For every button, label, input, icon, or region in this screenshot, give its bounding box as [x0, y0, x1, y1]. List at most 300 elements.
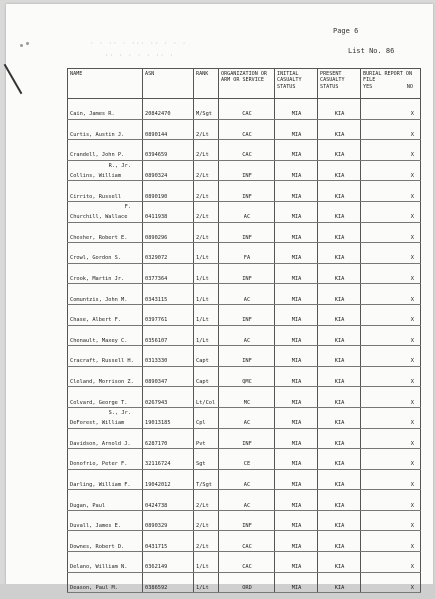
- asn-cell: [143, 181, 194, 202]
- person-name: [68, 284, 143, 305]
- present-text: KIA: [334, 358, 345, 365]
- present-status-cell: [318, 510, 361, 531]
- person-name: [68, 263, 143, 284]
- initial-text: MIA: [291, 173, 302, 180]
- initial-text: MIA: [291, 296, 302, 303]
- org-text: CAC: [242, 543, 252, 550]
- person-name: [68, 469, 143, 490]
- present-text: KIA: [334, 276, 345, 283]
- burial-no-mark: X: [410, 440, 414, 447]
- org-cell: [219, 222, 275, 243]
- asn-text: 0431715: [145, 543, 168, 550]
- person-name: [68, 428, 143, 449]
- initial-status-cell: [275, 490, 318, 511]
- person-name: [68, 140, 143, 161]
- person-name: [68, 510, 143, 531]
- initial-status-cell: [275, 449, 318, 470]
- org-text: MC: [243, 399, 251, 406]
- org-text: AC: [243, 502, 251, 509]
- org-cell: [219, 263, 275, 284]
- table-row: [68, 428, 421, 449]
- org-cell: [219, 490, 275, 511]
- rank-text: T/Sgt: [196, 481, 212, 488]
- org-text: QMC: [242, 379, 252, 386]
- burial-report-cell: [361, 552, 421, 573]
- person-name: [68, 222, 143, 243]
- initial-status-cell: [275, 428, 318, 449]
- org-text: CAC: [242, 111, 252, 118]
- initial-status-cell: [275, 366, 318, 387]
- asn-cell: [143, 222, 194, 243]
- present-status-cell: [318, 284, 361, 305]
- present-text: KIA: [334, 584, 345, 591]
- burial-report-cell: [361, 366, 421, 387]
- burial-report-cell: [361, 222, 421, 243]
- present-text: KIA: [334, 399, 345, 406]
- initial-text: MIA: [291, 523, 302, 530]
- asn-cell: [143, 428, 194, 449]
- table-row: [68, 263, 421, 284]
- rank-text: 1/Lt: [196, 584, 209, 591]
- initial-text: MIA: [291, 317, 302, 324]
- table-row: [68, 531, 421, 552]
- org-cell: [219, 181, 275, 202]
- asn-cell: [143, 263, 194, 284]
- table-row: [68, 304, 421, 325]
- table-row: [68, 407, 421, 428]
- burial-no-mark: X: [410, 502, 414, 509]
- burial-report-cell: [361, 387, 421, 408]
- initial-status-cell: [275, 119, 318, 140]
- initial-text: MIA: [291, 502, 302, 509]
- col-header-burial-report: BURIAL REPORT ON FILE YES NO: [361, 69, 421, 99]
- present-text: KIA: [334, 111, 345, 118]
- burial-no-mark: X: [410, 234, 414, 241]
- org-cell: [219, 160, 275, 181]
- initial-status-cell: [275, 469, 318, 490]
- rank-cell: [194, 387, 219, 408]
- burial-no-mark: X: [410, 358, 414, 365]
- name-text: Cleland, Morrison Z.: [70, 379, 134, 386]
- present-status-cell: [318, 181, 361, 202]
- present-status-cell: [318, 346, 361, 367]
- org-text: INF: [242, 440, 252, 447]
- org-cell: [219, 510, 275, 531]
- person-name: [68, 99, 143, 120]
- org-text: AC: [243, 481, 251, 488]
- person-name: [68, 160, 143, 181]
- initial-status-cell: [275, 181, 318, 202]
- rank-text: 1/Lt: [196, 255, 209, 262]
- org-text: INF: [242, 523, 252, 530]
- person-name: [68, 201, 143, 222]
- table-row: [68, 510, 421, 531]
- rank-text: 2/Lt: [196, 502, 209, 509]
- bleed-through: · · ·· · ··· ·· · · ·: [90, 40, 187, 47]
- name-text: Delano, William N.: [70, 564, 128, 571]
- name-text: Deason, Paul M.: [70, 584, 118, 591]
- burial-report-cell: [361, 325, 421, 346]
- present-text: KIA: [334, 131, 345, 138]
- asn-text: 0329072: [145, 255, 168, 262]
- rank-cell: [194, 366, 219, 387]
- rank-text: 2/Lt: [196, 152, 209, 159]
- col-header-yes: YES: [363, 83, 373, 90]
- present-status-cell: [318, 140, 361, 161]
- rank-cell: [194, 243, 219, 264]
- asn-text: 32116724: [145, 461, 171, 468]
- rank-text: Capt: [196, 358, 209, 365]
- asn-text: 0890329: [145, 523, 168, 530]
- present-status-cell: [318, 304, 361, 325]
- rank-text: 1/Lt: [196, 276, 209, 283]
- name-text: Duvall, James E.: [70, 523, 122, 530]
- rank-text: M/Sgt: [196, 111, 212, 118]
- name-suffix: F.: [124, 204, 131, 211]
- org-text: AC: [243, 337, 251, 344]
- org-text: INF: [242, 358, 252, 365]
- person-name: [68, 407, 143, 428]
- org-text: CAC: [242, 131, 252, 138]
- org-text: INF: [242, 173, 252, 180]
- rank-text: Cpl: [196, 420, 206, 427]
- initial-status-cell: [275, 531, 318, 552]
- org-text: AC: [243, 420, 251, 427]
- present-text: KIA: [334, 193, 345, 200]
- present-status-cell: [318, 407, 361, 428]
- rank-text: 2/Lt: [196, 543, 209, 550]
- name-text: Crook, Martin Jr.: [70, 276, 125, 283]
- initial-text: MIA: [291, 337, 302, 344]
- asn-text: 0890347: [145, 379, 168, 386]
- burial-no-mark: X: [410, 399, 414, 406]
- rank-cell: [194, 449, 219, 470]
- rank-cell: [194, 407, 219, 428]
- rank-cell: [194, 99, 219, 120]
- asn-text: 0397761: [145, 317, 168, 324]
- name-suffix: S., Jr.: [108, 410, 131, 417]
- col-header-no: NO: [406, 83, 413, 90]
- present-text: KIA: [334, 317, 345, 324]
- burial-report-cell: [361, 119, 421, 140]
- initial-text: MIA: [291, 234, 302, 241]
- asn-text: 0313330: [145, 358, 168, 365]
- present-status-cell: [318, 222, 361, 243]
- rank-cell: [194, 201, 219, 222]
- table-row: [68, 490, 421, 511]
- asn-cell: [143, 510, 194, 531]
- initial-text: MIA: [291, 358, 302, 365]
- initial-text: MIA: [291, 152, 302, 159]
- org-text: CE: [243, 461, 251, 468]
- org-text: INF: [242, 276, 252, 283]
- present-text: KIA: [334, 296, 345, 303]
- rank-text: 2/Lt: [196, 131, 209, 138]
- name-text: Collins, William: [70, 173, 122, 180]
- rank-text: 2/Lt: [196, 234, 209, 241]
- table-row: [68, 346, 421, 367]
- burial-no-mark: X: [410, 296, 414, 303]
- table-row: [68, 366, 421, 387]
- rank-text: Pvt: [196, 440, 206, 447]
- page-number: Page 6: [333, 27, 359, 35]
- person-name: [68, 490, 143, 511]
- name-text: Cain, James R.: [70, 111, 115, 118]
- present-text: KIA: [334, 420, 345, 427]
- asn-text: 0424738: [145, 502, 168, 509]
- rank-text: Lt/Col: [196, 399, 216, 406]
- present-text: KIA: [334, 543, 345, 550]
- burial-report-cell: [361, 201, 421, 222]
- burial-report-cell: [361, 428, 421, 449]
- present-text: KIA: [334, 234, 345, 241]
- initial-text: MIA: [291, 111, 302, 118]
- present-status-cell: [318, 263, 361, 284]
- org-text: AC: [243, 296, 251, 303]
- person-name: [68, 181, 143, 202]
- initial-status-cell: [275, 407, 318, 428]
- asn-cell: [143, 552, 194, 573]
- burial-no-mark: X: [410, 564, 414, 571]
- burial-no-mark: X: [410, 214, 414, 221]
- asn-cell: [143, 325, 194, 346]
- burial-no-mark: X: [410, 337, 414, 344]
- present-status-cell: [318, 366, 361, 387]
- present-status-cell: [318, 325, 361, 346]
- present-status-cell: [318, 449, 361, 470]
- burial-no-mark: X: [410, 420, 414, 427]
- rank-text: 1/Lt: [196, 564, 209, 571]
- org-cell: [219, 407, 275, 428]
- asn-text: 0890324: [145, 173, 168, 180]
- org-cell: [219, 99, 275, 120]
- present-text: KIA: [334, 481, 345, 488]
- asn-cell: [143, 531, 194, 552]
- rank-text: 2/Lt: [196, 193, 209, 200]
- initial-status-cell: [275, 201, 318, 222]
- person-name: [68, 531, 143, 552]
- org-text: INF: [242, 317, 252, 324]
- org-cell: [219, 140, 275, 161]
- initial-status-cell: [275, 140, 318, 161]
- rank-cell: [194, 325, 219, 346]
- asn-cell: [143, 140, 194, 161]
- initial-status-cell: [275, 243, 318, 264]
- burial-report-cell: [361, 346, 421, 367]
- rank-text: 1/Lt: [196, 317, 209, 324]
- asn-cell: [143, 407, 194, 428]
- name-text: Crandell, John P.: [70, 152, 125, 159]
- org-cell: [219, 366, 275, 387]
- burial-report-cell: [361, 531, 421, 552]
- table-row: [68, 201, 421, 222]
- rank-text: Capt: [196, 379, 209, 386]
- rank-text: 2/Lt: [196, 214, 209, 221]
- initial-text: MIA: [291, 131, 302, 138]
- present-status-cell: [318, 201, 361, 222]
- rank-text: Sgt: [196, 461, 206, 468]
- rank-cell: [194, 510, 219, 531]
- burial-report-cell: [361, 469, 421, 490]
- name-text: Comuntzis, John M.: [70, 296, 128, 303]
- table-row: [68, 160, 421, 181]
- name-text: Cirrito, Russell: [70, 193, 122, 200]
- asn-text: 19042012: [145, 481, 171, 488]
- burial-report-cell: [361, 407, 421, 428]
- present-text: KIA: [334, 523, 345, 530]
- present-status-cell: [318, 428, 361, 449]
- initial-status-cell: [275, 222, 318, 243]
- table-row: [68, 181, 421, 202]
- asn-text: 0386592: [145, 584, 168, 591]
- org-cell: [219, 346, 275, 367]
- present-status-cell: [318, 572, 361, 593]
- initial-text: MIA: [291, 255, 302, 262]
- burial-no-mark: X: [410, 255, 414, 262]
- org-text: AC: [243, 214, 251, 221]
- name-text: Colvard, George T.: [70, 399, 128, 406]
- present-text: KIA: [334, 214, 345, 221]
- burial-report-cell: [361, 99, 421, 120]
- rank-cell: [194, 552, 219, 573]
- asn-cell: [143, 201, 194, 222]
- asn-text: 20842470: [145, 111, 171, 118]
- table-row: [68, 284, 421, 305]
- present-status-cell: [318, 243, 361, 264]
- present-text: KIA: [334, 379, 345, 386]
- org-text: CAC: [242, 564, 252, 571]
- table-row: [68, 222, 421, 243]
- asn-text: 0343115: [145, 296, 168, 303]
- col-header-present-status: PRESENT CASUALTY STATUS: [318, 69, 361, 99]
- burial-no-mark: X: [410, 111, 414, 118]
- rank-cell: [194, 222, 219, 243]
- initial-status-cell: [275, 284, 318, 305]
- person-name: [68, 572, 143, 593]
- binder-hole: [20, 44, 23, 47]
- burial-report-cell: [361, 140, 421, 161]
- initial-text: MIA: [291, 399, 302, 406]
- initial-text: MIA: [291, 461, 302, 468]
- name-text: Davidson, Arnold J.: [70, 440, 131, 447]
- burial-no-mark: X: [410, 152, 414, 159]
- initial-status-cell: [275, 263, 318, 284]
- table-row: [68, 387, 421, 408]
- rank-cell: [194, 572, 219, 593]
- asn-text: 0356107: [145, 337, 168, 344]
- asn-cell: [143, 366, 194, 387]
- initial-text: MIA: [291, 584, 302, 591]
- asn-text: 0394659: [145, 152, 168, 159]
- initial-text: MIA: [291, 420, 302, 427]
- org-cell: [219, 304, 275, 325]
- asn-text: 0362149: [145, 564, 168, 571]
- name-text: Downes, Robert D.: [70, 543, 125, 550]
- burial-report-cell: [361, 263, 421, 284]
- table-row: [68, 469, 421, 490]
- org-cell: [219, 469, 275, 490]
- name-text: Curtis, Austin J.: [70, 131, 125, 138]
- present-status-cell: [318, 99, 361, 120]
- table-row: [68, 140, 421, 161]
- initial-status-cell: [275, 325, 318, 346]
- asn-cell: [143, 572, 194, 593]
- burial-no-mark: X: [410, 131, 414, 138]
- person-name: [68, 304, 143, 325]
- present-text: KIA: [334, 440, 345, 447]
- initial-status-cell: [275, 387, 318, 408]
- initial-status-cell: [275, 552, 318, 573]
- burial-report-cell: [361, 490, 421, 511]
- person-name: [68, 119, 143, 140]
- present-text: KIA: [334, 152, 345, 159]
- person-name: [68, 552, 143, 573]
- initial-text: MIA: [291, 379, 302, 386]
- present-text: KIA: [334, 502, 345, 509]
- initial-status-cell: [275, 160, 318, 181]
- initial-text: MIA: [291, 440, 302, 447]
- person-name: [68, 449, 143, 470]
- initial-status-cell: [275, 572, 318, 593]
- name-text: Chenault, Maxey C.: [70, 337, 128, 344]
- col-header-name: NAME: [68, 69, 143, 99]
- present-text: KIA: [334, 337, 345, 344]
- rank-cell: [194, 284, 219, 305]
- casualty-table: [67, 68, 421, 593]
- org-text: INF: [242, 193, 252, 200]
- initial-text: MIA: [291, 564, 302, 571]
- rank-cell: [194, 119, 219, 140]
- list-number: List No. 86: [348, 47, 395, 55]
- burial-no-mark: X: [410, 461, 414, 468]
- present-status-cell: [318, 387, 361, 408]
- burial-report-cell: [361, 181, 421, 202]
- person-name: [68, 325, 143, 346]
- burial-no-mark: X: [410, 193, 414, 200]
- asn-cell: [143, 243, 194, 264]
- rank-cell: [194, 490, 219, 511]
- rank-cell: [194, 531, 219, 552]
- name-suffix: R., Jr.: [108, 163, 131, 170]
- initial-status-cell: [275, 346, 318, 367]
- table-row: [68, 99, 421, 120]
- rank-text: 1/Lt: [196, 337, 209, 344]
- org-cell: [219, 243, 275, 264]
- initial-status-cell: [275, 304, 318, 325]
- asn-text: 0890296: [145, 234, 168, 241]
- col-header-asn: ASN: [143, 69, 194, 99]
- col-header-org: ORGANIZATION OR ARM OR SERVICE: [219, 69, 275, 99]
- initial-status-cell: [275, 99, 318, 120]
- name-text: Churchill, Wallace: [70, 214, 128, 221]
- burial-no-mark: X: [410, 481, 414, 488]
- table-row: [68, 552, 421, 573]
- burial-report-cell: [361, 243, 421, 264]
- col-header-initial-status: INITIAL CASUALTY STATUS: [275, 69, 318, 99]
- org-cell: [219, 387, 275, 408]
- asn-text: 6287170: [145, 440, 168, 447]
- table-row: [68, 449, 421, 470]
- burial-no-mark: X: [410, 173, 414, 180]
- burial-no-mark: X: [410, 584, 414, 591]
- asn-text: 0890190: [145, 193, 168, 200]
- org-cell: [219, 552, 275, 573]
- name-text: DeForest, William: [70, 420, 125, 427]
- name-text: Dugan, Paul: [70, 502, 106, 509]
- org-cell: [219, 325, 275, 346]
- person-name: [68, 243, 143, 264]
- name-text: Donofrio, Peter F.: [70, 461, 128, 468]
